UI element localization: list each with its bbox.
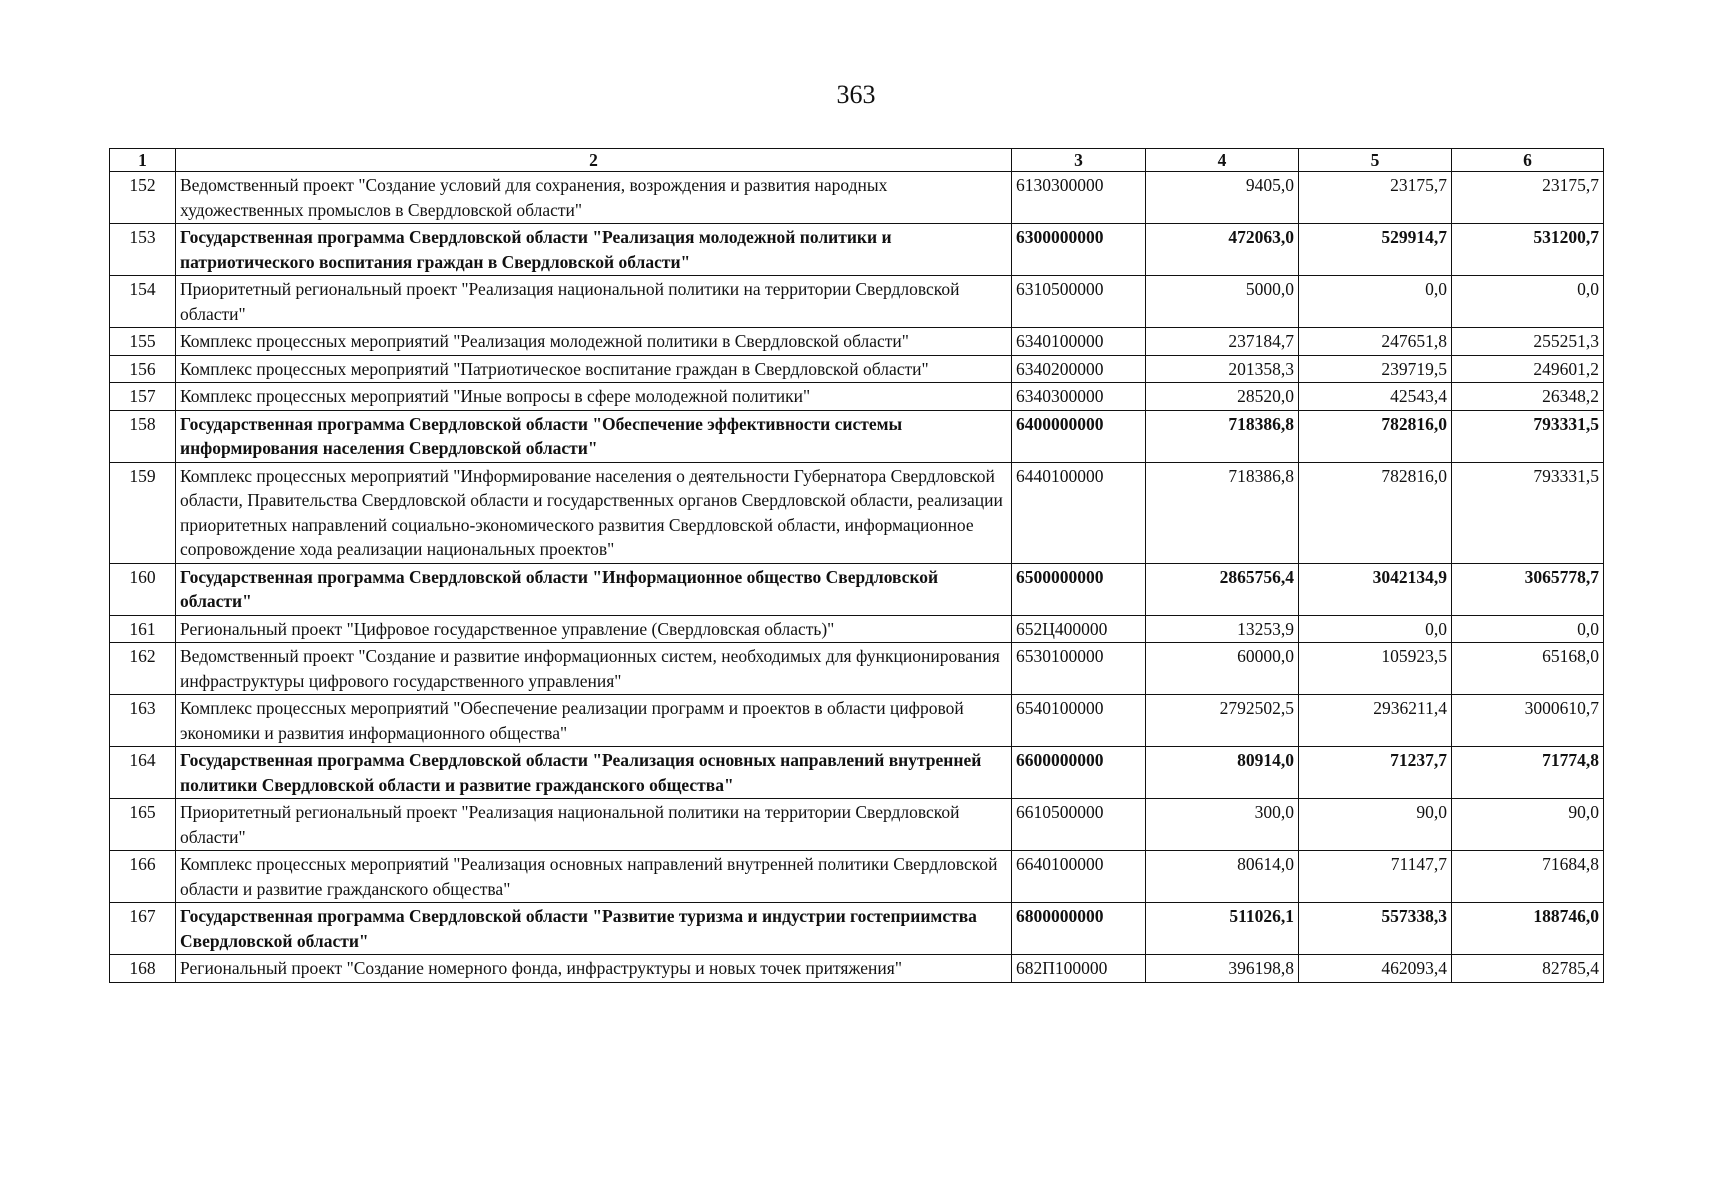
row-value-col4-cell: 237184,7	[1146, 328, 1299, 356]
row-name-cell: Комплекс процессных мероприятий "Патриотическое воспитание граждан в Свердловской области"	[176, 355, 1012, 383]
row-name-cell: Ведомственный проект "Создание условий для сохранения, возрождения и развития народных художественных промыслов в Свердловской области"	[176, 172, 1012, 224]
row-value-col4-cell: 300,0	[1146, 799, 1299, 851]
row-number-cell: 164	[110, 747, 176, 799]
row-value-col6-cell: 793331,5	[1452, 462, 1604, 563]
row-value-col5-cell: 247651,8	[1299, 328, 1452, 356]
row-value-col5-cell: 71147,7	[1299, 851, 1452, 903]
row-name-cell: Комплекс процессных мероприятий "Информирование населения о деятельности Губернатора Свердловской области, Правительства Свердловской области и государственных органов Свердловской области, реализации приоритетных направлений социально-экономического развития Свердловской области, информационное сопровождение хода реализации национальных проектов"	[176, 462, 1012, 563]
row-code-cell: 6540100000	[1012, 695, 1146, 747]
row-value-col6-cell: 23175,7	[1452, 172, 1604, 224]
row-name-cell: Государственная программа Свердловской области "Реализация основных направлений внутренней политики Свердловской области и развитие гражданского общества"	[176, 747, 1012, 799]
row-value-col4-cell: 60000,0	[1146, 643, 1299, 695]
row-value-col4-cell: 80614,0	[1146, 851, 1299, 903]
column-header-6: 6	[1452, 149, 1604, 172]
row-name-cell: Комплекс процессных мероприятий "Иные вопросы в сфере молодежной политики"	[176, 383, 1012, 411]
row-value-col4-cell: 511026,1	[1146, 903, 1299, 955]
row-number-cell: 160	[110, 563, 176, 615]
row-value-col5-cell: 90,0	[1299, 799, 1452, 851]
row-value-col4-cell: 718386,8	[1146, 410, 1299, 462]
table-row	[110, 383, 1604, 411]
row-value-col5-cell: 3042134,9	[1299, 563, 1452, 615]
table-row	[110, 851, 1604, 903]
row-value-col4-cell: 28520,0	[1146, 383, 1299, 411]
table-body	[110, 172, 1604, 983]
page-number: 363	[836, 80, 876, 109]
row-value-col6-cell: 0,0	[1452, 615, 1604, 643]
row-value-col5-cell: 462093,4	[1299, 955, 1452, 983]
table-row	[110, 799, 1604, 851]
row-code-cell: 6440100000	[1012, 462, 1146, 563]
row-name-cell: Государственная программа Свердловской области "Информационное общество Свердловской области"	[176, 563, 1012, 615]
row-code-cell: 6310500000	[1012, 276, 1146, 328]
row-number-cell: 163	[110, 695, 176, 747]
table-row	[110, 903, 1604, 955]
row-value-col6-cell: 188746,0	[1452, 903, 1604, 955]
row-number-cell: 167	[110, 903, 176, 955]
row-value-col6-cell: 255251,3	[1452, 328, 1604, 356]
table-row	[110, 172, 1604, 224]
row-value-col6-cell: 65168,0	[1452, 643, 1604, 695]
row-number-cell: 153	[110, 224, 176, 276]
row-name-cell: Комплекс процессных мероприятий "Реализация основных направлений внутренней политики Свердловской области и развитие гражданского общества"	[176, 851, 1012, 903]
row-value-col4-cell: 2792502,5	[1146, 695, 1299, 747]
row-value-col5-cell: 529914,7	[1299, 224, 1452, 276]
row-value-col5-cell: 42543,4	[1299, 383, 1452, 411]
table-row	[110, 563, 1604, 615]
row-code-cell: 6400000000	[1012, 410, 1146, 462]
table-header-row	[110, 149, 1604, 172]
row-value-col6-cell: 3065778,7	[1452, 563, 1604, 615]
row-value-col5-cell: 557338,3	[1299, 903, 1452, 955]
table-row	[110, 276, 1604, 328]
row-name-cell: Государственная программа Свердловской области "Обеспечение эффективности системы информирования населения Свердловской области"	[176, 410, 1012, 462]
table-row	[110, 747, 1604, 799]
table-row	[110, 643, 1604, 695]
row-code-cell: 6800000000	[1012, 903, 1146, 955]
row-name-cell: Комплекс процессных мероприятий "Реализация молодежной политики в Свердловской области"	[176, 328, 1012, 356]
row-number-cell: 156	[110, 355, 176, 383]
row-number-cell: 157	[110, 383, 176, 411]
row-value-col5-cell: 782816,0	[1299, 410, 1452, 462]
row-code-cell: 6600000000	[1012, 747, 1146, 799]
row-value-col5-cell: 0,0	[1299, 615, 1452, 643]
row-value-col4-cell: 80914,0	[1146, 747, 1299, 799]
table-row	[110, 462, 1604, 563]
column-header-1: 1	[110, 149, 176, 172]
row-value-col5-cell: 105923,5	[1299, 643, 1452, 695]
row-value-col5-cell: 239719,5	[1299, 355, 1452, 383]
column-header-3: 3	[1012, 149, 1146, 172]
row-number-cell: 165	[110, 799, 176, 851]
row-value-col5-cell: 71237,7	[1299, 747, 1452, 799]
row-value-col6-cell: 90,0	[1452, 799, 1604, 851]
table-row	[110, 355, 1604, 383]
row-number-cell: 152	[110, 172, 176, 224]
row-name-cell: Комплекс процессных мероприятий "Обеспечение реализации программ и проектов в области цифровой экономики и развития информационного общества"	[176, 695, 1012, 747]
row-name-cell: Приоритетный региональный проект "Реализация национальной политики на территории Свердловской области"	[176, 276, 1012, 328]
row-value-col4-cell: 201358,3	[1146, 355, 1299, 383]
table-row	[110, 410, 1604, 462]
row-code-cell: 6340300000	[1012, 383, 1146, 411]
row-code-cell: 6340100000	[1012, 328, 1146, 356]
row-name-cell: Государственная программа Свердловской области "Реализация молодежной политики и патриотического воспитания граждан в Свердловской области"	[176, 224, 1012, 276]
row-value-col6-cell: 26348,2	[1452, 383, 1604, 411]
row-code-cell: 6130300000	[1012, 172, 1146, 224]
row-value-col5-cell: 0,0	[1299, 276, 1452, 328]
row-value-col4-cell: 396198,8	[1146, 955, 1299, 983]
row-code-cell: 6640100000	[1012, 851, 1146, 903]
row-value-col4-cell: 5000,0	[1146, 276, 1299, 328]
column-header-5: 5	[1299, 149, 1452, 172]
column-header-4: 4	[1146, 149, 1299, 172]
row-value-col4-cell: 472063,0	[1146, 224, 1299, 276]
row-code-cell: 6530100000	[1012, 643, 1146, 695]
table-row	[110, 615, 1604, 643]
row-value-col6-cell: 71774,8	[1452, 747, 1604, 799]
row-value-col5-cell: 2936211,4	[1299, 695, 1452, 747]
row-code-cell: 6340200000	[1012, 355, 1146, 383]
row-code-cell: 652Ц400000	[1012, 615, 1146, 643]
row-number-cell: 168	[110, 955, 176, 983]
row-number-cell: 166	[110, 851, 176, 903]
row-name-cell: Государственная программа Свердловской области "Развитие туризма и индустрии гостеприимства Свердловской области"	[176, 903, 1012, 955]
row-name-cell: Региональный проект "Цифровое государственное управление (Свердловская область)"	[176, 615, 1012, 643]
row-value-col6-cell: 531200,7	[1452, 224, 1604, 276]
row-number-cell: 159	[110, 462, 176, 563]
row-code-cell: 6300000000	[1012, 224, 1146, 276]
row-value-col5-cell: 782816,0	[1299, 462, 1452, 563]
row-number-cell: 154	[110, 276, 176, 328]
row-name-cell: Ведомственный проект "Создание и развитие информационных систем, необходимых для функционирования инфраструктуры цифрового государственного управления"	[176, 643, 1012, 695]
table-row	[110, 955, 1604, 983]
table-row	[110, 328, 1604, 356]
table-row	[110, 224, 1604, 276]
row-number-cell: 155	[110, 328, 176, 356]
table-row	[110, 695, 1604, 747]
row-value-col6-cell: 249601,2	[1452, 355, 1604, 383]
row-value-col6-cell: 3000610,7	[1452, 695, 1604, 747]
row-number-cell: 161	[110, 615, 176, 643]
row-value-col6-cell: 0,0	[1452, 276, 1604, 328]
row-value-col4-cell: 718386,8	[1146, 462, 1299, 563]
row-name-cell: Региональный проект "Создание номерного фонда, инфраструктуры и новых точек притяжения"	[176, 955, 1012, 983]
row-value-col6-cell: 793331,5	[1452, 410, 1604, 462]
budget-table	[109, 148, 1604, 983]
column-header-2: 2	[176, 149, 1012, 172]
row-code-cell: 6610500000	[1012, 799, 1146, 851]
row-code-cell: 682П100000	[1012, 955, 1146, 983]
row-number-cell: 158	[110, 410, 176, 462]
row-value-col6-cell: 71684,8	[1452, 851, 1604, 903]
row-value-col5-cell: 23175,7	[1299, 172, 1452, 224]
row-code-cell: 6500000000	[1012, 563, 1146, 615]
row-value-col6-cell: 82785,4	[1452, 955, 1604, 983]
row-name-cell: Приоритетный региональный проект "Реализация национальной политики на территории Свердловской области"	[176, 799, 1012, 851]
row-value-col4-cell: 9405,0	[1146, 172, 1299, 224]
row-value-col4-cell: 13253,9	[1146, 615, 1299, 643]
row-value-col4-cell: 2865756,4	[1146, 563, 1299, 615]
row-number-cell: 162	[110, 643, 176, 695]
